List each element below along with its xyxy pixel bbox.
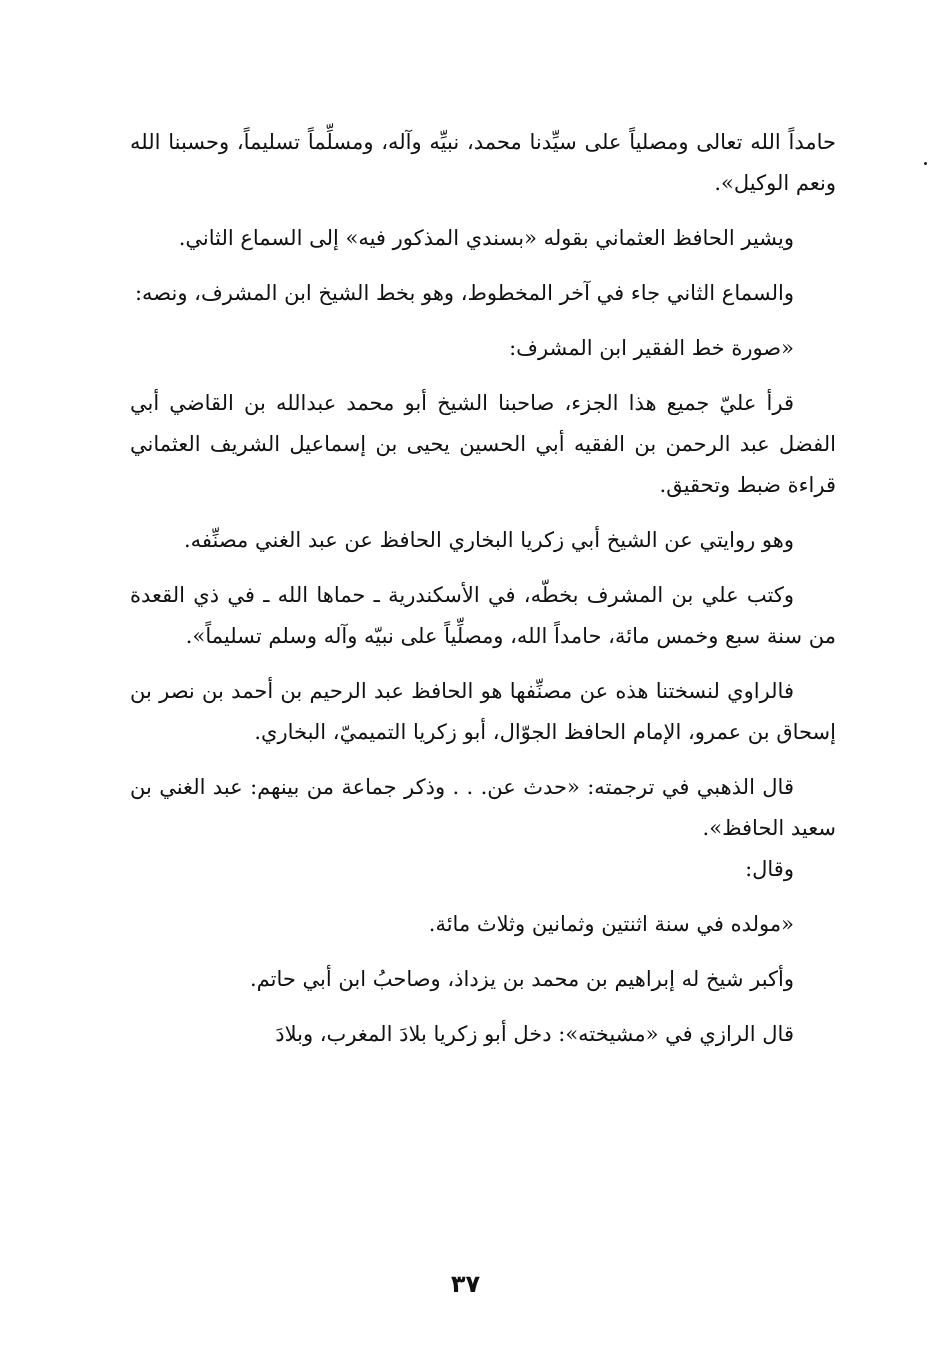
paragraph-3: والسماع الثاني جاء في آخر المخطوط، وهو بخط الشيخ ابن المشرف، ونصه: <box>134 281 794 305</box>
page-number: ٣٧ <box>450 1270 481 1298</box>
paragraph-10: وقال: <box>745 857 794 881</box>
paragraph-13: قال الرازي في «مشيخته»: دخل أبو زكريا بلادَ المغرب، وبلادَ <box>275 1022 794 1046</box>
paragraph-6: وهو روايتي عن الشيخ أبي زكريا البخاري الحافظ عن عبد الغني مصنِّفه. <box>183 528 794 552</box>
paragraph-9: قال الذهبي في ترجمته: «حدث عن. . . وذكر جماعة من بينهم: عبد الغني بن سعيد الحافظ». <box>130 775 836 840</box>
paragraph-5: قرأ عليّ جميع هذا الجزء، صاحبنا الشيخ أبو محمد عبدالله بن القاضي أبي الفضل عبد الرحمن بن الفقيه أبي الحسين يحيى بن إسماعيل الشريف العثماني قراءة ضبط وتحقيق. <box>130 391 836 497</box>
paragraph-1: حامداً الله تعالى ومصلياً على سيِّدنا محمد، نبيِّه وآله، ومسلِّماً تسليماً، وحسبنا الله ونعم الوكيل». <box>130 130 836 195</box>
paragraph-12: وأكبر شيخ له إبراهيم بن محمد بن يزداذ، وصاحبُ ابن أبي حاتم. <box>249 967 794 991</box>
paragraph-2: ويشير الحافظ العثماني بقوله «بسندي المذكور فيه» إلى السماع الثاني. <box>178 226 794 250</box>
paragraph-7: وكتب علي بن المشرف بخطّه، في الأسكندرية ـ حماها الله ـ في ذي القعدة من سنة سبع وخمس مائة، حامداً الله، ومصلِّياً على نبيّه وآله وسلم تسليماً». <box>130 583 836 648</box>
paragraph-11: «مولده في سنة اثنتين وثمانين وثلاث مائة. <box>428 912 794 936</box>
scan-mark <box>924 162 927 165</box>
paragraph-4: «صورة خط الفقير ابن المشرف: <box>509 336 794 360</box>
paragraph-8: فالراوي لنسختنا هذه عن مصنِّفها هو الحافظ عبد الرحيم بن أحمد بن نصر بن إسحاق بن عمرو، الإمام الحافظ الجوّال، أبو زكريا التميميّ، البخاري. <box>130 679 836 744</box>
body-text <box>130 122 836 1069</box>
